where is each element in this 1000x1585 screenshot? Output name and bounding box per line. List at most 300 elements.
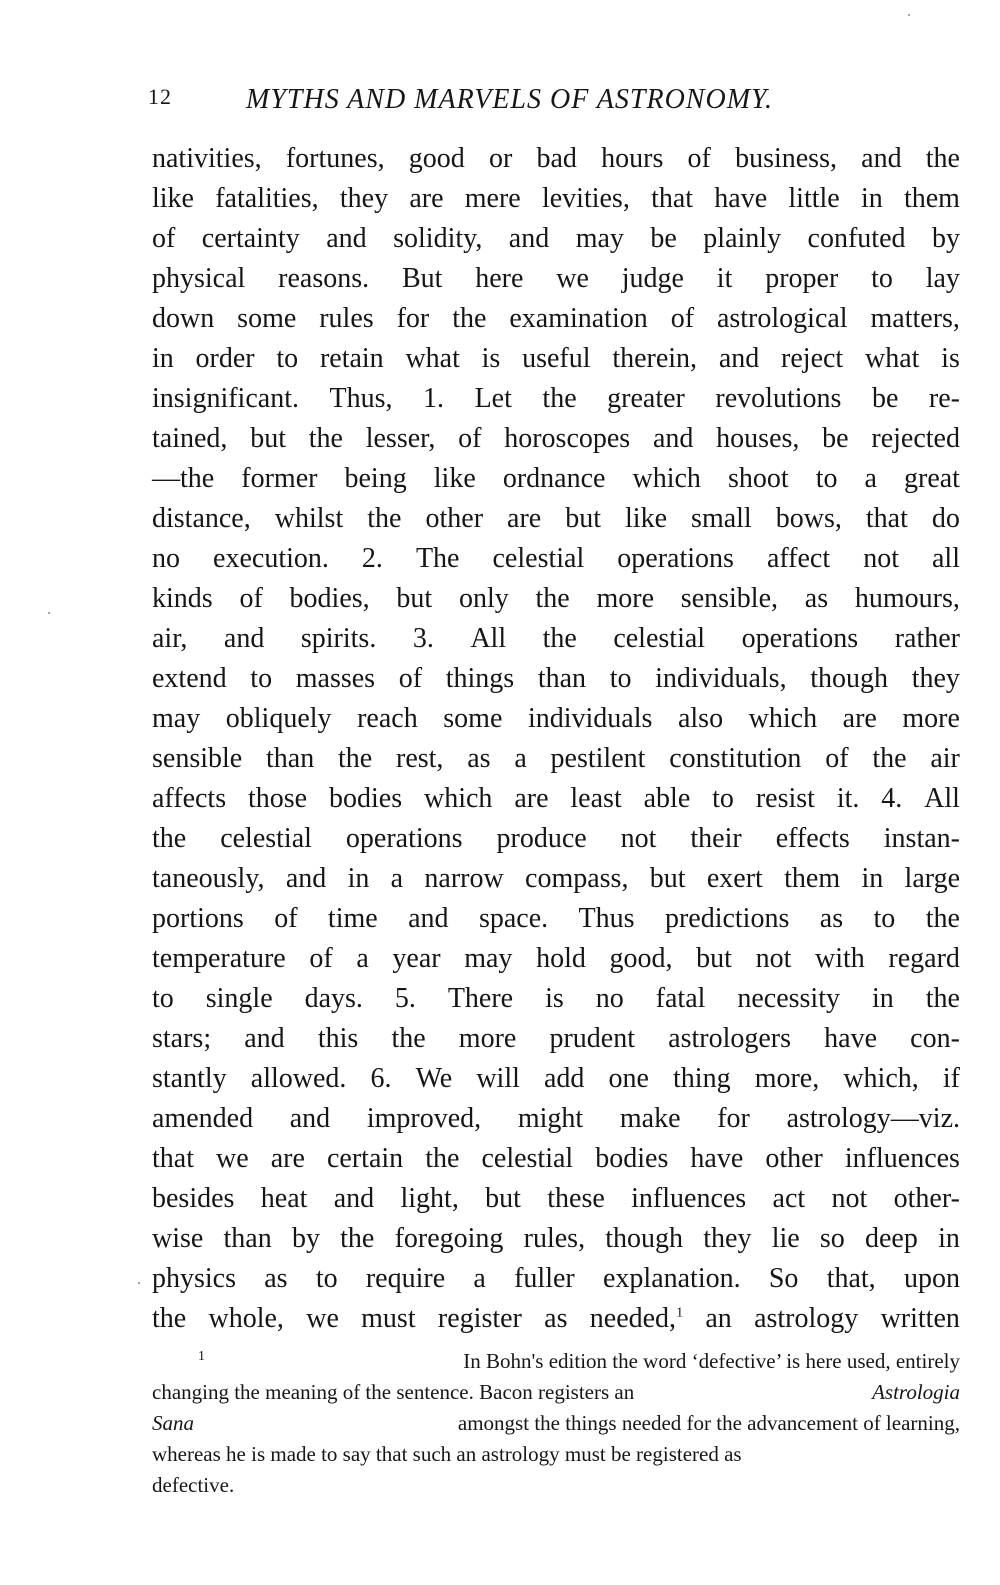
word: of xyxy=(825,743,849,774)
word: make xyxy=(619,1103,681,1134)
word: which xyxy=(632,463,701,494)
word: have xyxy=(690,1143,744,1174)
word: to xyxy=(609,663,632,694)
word: and xyxy=(289,1103,331,1134)
word: in xyxy=(938,1223,960,1254)
text-line xyxy=(152,939,960,979)
word: confuted xyxy=(807,223,906,254)
text-line xyxy=(152,1099,960,1139)
running-title: MYTHS AND MARVELS OF ASTRONOMY. xyxy=(246,84,774,115)
word: may xyxy=(152,703,201,734)
word: insignificant. xyxy=(152,383,299,414)
word: proper xyxy=(765,263,839,294)
word: tained, xyxy=(152,423,228,454)
word: but xyxy=(696,943,732,974)
word: taneously, xyxy=(152,863,265,894)
text-line xyxy=(152,859,960,899)
footnote-line xyxy=(152,1346,960,1377)
text-line xyxy=(152,219,960,259)
word: add xyxy=(543,1063,585,1094)
text-line xyxy=(152,1299,960,1339)
word: it. xyxy=(836,783,860,814)
word: shoot xyxy=(727,463,789,494)
word: certainty xyxy=(201,223,300,254)
word: is xyxy=(545,983,564,1014)
word: not xyxy=(863,543,899,574)
word: them xyxy=(903,183,960,214)
text-line xyxy=(152,299,960,339)
text-line xyxy=(152,579,960,619)
word: operations xyxy=(345,823,463,854)
text-line xyxy=(152,659,960,699)
word: improved, xyxy=(366,1103,482,1134)
word: distance, xyxy=(152,503,251,534)
word: compass, xyxy=(525,863,629,894)
word: little xyxy=(788,183,840,214)
word: space. xyxy=(478,903,549,934)
word: that xyxy=(152,1143,194,1174)
word: as xyxy=(467,743,491,774)
word: certain xyxy=(326,1143,404,1174)
word: as xyxy=(819,903,844,934)
word: bad xyxy=(536,143,577,174)
word: order xyxy=(195,343,255,374)
word: bows, xyxy=(775,503,842,534)
word: the xyxy=(425,1143,460,1174)
word: might xyxy=(517,1103,584,1134)
word: more, xyxy=(754,1063,820,1094)
word: instan- xyxy=(883,823,960,854)
footnote-line xyxy=(152,1377,960,1408)
word: levities, xyxy=(541,183,630,214)
word: in xyxy=(347,863,370,894)
word: a xyxy=(864,463,877,494)
word: masses xyxy=(295,663,376,694)
word: of xyxy=(687,143,711,174)
word: the xyxy=(872,743,907,774)
word: business, xyxy=(735,143,837,174)
word: written xyxy=(880,1303,960,1334)
word: Let xyxy=(474,383,512,414)
word: former xyxy=(241,463,318,494)
word: We xyxy=(415,1063,453,1094)
word: those xyxy=(248,783,308,814)
word: more xyxy=(458,1023,517,1054)
word: other xyxy=(425,503,484,534)
word: bodies xyxy=(329,783,403,814)
word: year xyxy=(392,943,441,974)
word: individuals, xyxy=(655,663,787,694)
text-line xyxy=(152,339,960,379)
word: by xyxy=(291,1223,320,1254)
word: days. xyxy=(304,983,363,1014)
word: to xyxy=(871,263,893,294)
word: hours xyxy=(601,143,664,174)
word: least xyxy=(570,783,622,814)
word: stars; xyxy=(152,1023,212,1054)
word: astrology xyxy=(754,1303,859,1334)
word: than xyxy=(266,743,315,774)
running-head xyxy=(148,84,868,124)
word: to xyxy=(815,463,838,494)
word: may xyxy=(464,943,513,974)
word: of xyxy=(398,663,423,694)
word: we xyxy=(556,263,589,294)
word: which xyxy=(424,783,493,814)
word: great xyxy=(904,463,960,494)
word: heat xyxy=(260,1183,308,1214)
word: than xyxy=(223,1223,272,1254)
word: large xyxy=(904,863,960,894)
word: and xyxy=(326,223,367,254)
word: what xyxy=(405,343,460,374)
word: this xyxy=(317,1023,359,1054)
word: the xyxy=(367,503,402,534)
text-line xyxy=(152,899,960,939)
word: The xyxy=(415,543,460,574)
word: operations xyxy=(741,623,859,654)
footnote-text: whereas he is made to say that such an astrology must be registered as xyxy=(152,1442,742,1466)
word: sensible, xyxy=(680,583,779,614)
word: predictions xyxy=(664,903,790,934)
word: and xyxy=(652,423,694,454)
word: to xyxy=(276,343,299,374)
word: are xyxy=(842,703,877,734)
scan-speck xyxy=(138,1282,140,1284)
word: resist xyxy=(755,783,815,814)
word: reject xyxy=(781,343,844,374)
word: of xyxy=(458,423,482,454)
word: one xyxy=(608,1063,649,1094)
word: as xyxy=(804,583,829,614)
word: that xyxy=(651,183,694,214)
word: but xyxy=(485,1183,521,1214)
footnote-line xyxy=(152,1408,960,1439)
word: is xyxy=(941,343,960,374)
word: in xyxy=(860,183,883,214)
footnote-marker: 1 xyxy=(198,1349,205,1364)
word: prudent xyxy=(549,1023,635,1054)
word: and xyxy=(861,143,902,174)
word: to xyxy=(315,1263,338,1294)
word: than xyxy=(537,663,587,694)
word: celestial xyxy=(492,543,585,574)
word: bodies, xyxy=(289,583,370,614)
word: examination xyxy=(509,303,648,334)
word: an xyxy=(705,1303,732,1334)
word: All xyxy=(470,623,507,654)
scan-speck xyxy=(48,612,50,614)
text-line xyxy=(152,1219,960,1259)
word: necessity xyxy=(737,983,840,1014)
word: exert xyxy=(706,863,763,894)
word: rather xyxy=(894,623,960,654)
word: good xyxy=(408,143,465,174)
word: light, xyxy=(400,1183,459,1214)
word: retain xyxy=(319,343,384,374)
word: astrology—viz. xyxy=(786,1103,960,1134)
footnote-reference: 1 xyxy=(676,1305,684,1321)
word: but xyxy=(396,583,433,614)
word: are xyxy=(270,1143,305,1174)
word: in xyxy=(152,343,174,374)
word: no xyxy=(152,543,180,574)
word: not xyxy=(620,823,657,854)
word: air, xyxy=(152,623,188,654)
word: deep xyxy=(865,1223,918,1254)
word: some xyxy=(237,303,297,334)
word: lay xyxy=(925,263,960,294)
word: here xyxy=(475,263,524,294)
word: There xyxy=(447,983,514,1014)
word: rules, xyxy=(523,1223,586,1254)
word: solidity, xyxy=(393,223,483,254)
text-line xyxy=(152,1059,960,1099)
word: other- xyxy=(893,1183,960,1214)
word: lesser, xyxy=(365,423,436,454)
word: a xyxy=(390,863,404,894)
word: are xyxy=(507,503,542,534)
word: more xyxy=(902,703,960,734)
text-line xyxy=(152,419,960,459)
word: All xyxy=(924,783,960,814)
word: down xyxy=(152,303,215,334)
word: also xyxy=(677,703,724,734)
word: may xyxy=(575,223,624,254)
footnote-italic-text: Sana xyxy=(152,1411,194,1435)
word: to xyxy=(873,903,896,934)
word: with xyxy=(814,943,865,974)
word: as xyxy=(264,1263,288,1294)
word: operations xyxy=(617,543,734,574)
word: effects xyxy=(775,823,850,854)
word: single xyxy=(205,983,273,1014)
text-line xyxy=(152,1179,960,1219)
word: of xyxy=(309,943,333,974)
word: we xyxy=(216,1143,249,1174)
word: reach xyxy=(357,703,418,734)
word: obliquely xyxy=(225,703,332,734)
text-line xyxy=(152,979,960,1019)
text-line xyxy=(152,259,960,299)
word: of xyxy=(274,903,298,934)
word: it xyxy=(716,263,733,294)
word: lie xyxy=(771,1223,800,1254)
word: judge xyxy=(621,263,684,294)
word: —the xyxy=(152,463,215,494)
word: more xyxy=(596,583,655,614)
word: is xyxy=(481,343,501,374)
text-line xyxy=(152,379,960,419)
text-line xyxy=(152,779,960,819)
word: execution. xyxy=(213,543,329,574)
word: them xyxy=(784,863,841,894)
word: produce xyxy=(496,823,587,854)
word: celestial xyxy=(481,1143,574,1174)
word: or xyxy=(488,143,513,174)
word: allowed. xyxy=(250,1063,347,1094)
word: individuals xyxy=(527,703,653,734)
word: time xyxy=(327,903,378,934)
word: influences xyxy=(631,1183,747,1214)
word: the xyxy=(338,743,373,774)
word: though xyxy=(810,663,889,694)
word: fatal xyxy=(655,983,706,1014)
word: of xyxy=(239,583,263,614)
word: whole, xyxy=(208,1303,284,1334)
text-line xyxy=(152,459,960,499)
word: re- xyxy=(928,383,960,414)
text-line xyxy=(152,179,960,219)
word: mere xyxy=(464,183,521,214)
word: which xyxy=(748,703,818,734)
word: these xyxy=(547,1183,605,1214)
word: the xyxy=(535,583,570,614)
word: kinds xyxy=(152,583,213,614)
word: register xyxy=(437,1303,522,1334)
text-line xyxy=(152,539,960,579)
word: and xyxy=(244,1023,285,1054)
word: greater xyxy=(607,383,685,414)
word: small xyxy=(691,503,752,534)
word: the xyxy=(152,1303,187,1334)
word: needed,$^1$ xyxy=(589,1303,684,1334)
word: by xyxy=(931,223,960,254)
text-line xyxy=(152,499,960,539)
body-text xyxy=(152,139,960,1339)
word: Thus xyxy=(578,903,635,934)
word: are xyxy=(409,183,444,214)
word: other xyxy=(765,1143,823,1174)
word: revolutions xyxy=(715,383,842,414)
word: their xyxy=(690,823,742,854)
text-line xyxy=(152,819,960,859)
word: all xyxy=(932,543,960,574)
word: rules xyxy=(319,303,374,334)
word: the xyxy=(308,423,343,454)
text-line xyxy=(152,139,960,179)
word: 2. xyxy=(361,543,383,574)
word: amended xyxy=(152,1103,254,1134)
word: and xyxy=(285,863,327,894)
word: require xyxy=(365,1263,446,1294)
text-line xyxy=(152,699,960,739)
word: bodies xyxy=(595,1143,669,1174)
word: ordnance xyxy=(502,463,606,494)
word: 5. xyxy=(394,983,416,1014)
word: like xyxy=(433,463,476,494)
word: the xyxy=(340,1223,375,1254)
word: they xyxy=(339,183,389,214)
word: influences xyxy=(844,1143,960,1174)
page-number: 12 xyxy=(148,84,172,109)
word: extend xyxy=(152,663,227,694)
word: narrow xyxy=(424,863,504,894)
word: whilst xyxy=(274,503,344,534)
word: the xyxy=(925,903,960,934)
word: to xyxy=(712,783,734,814)
word: physics xyxy=(152,1263,236,1294)
word: and xyxy=(333,1183,375,1214)
word: houses, xyxy=(716,423,800,454)
word: 1. xyxy=(423,383,445,414)
word: affect xyxy=(766,543,831,574)
word: foregoing xyxy=(394,1223,504,1254)
word: constitution xyxy=(669,743,802,774)
footnote-text: defective. xyxy=(152,1473,235,1497)
word: like xyxy=(152,183,194,214)
word: 3. xyxy=(412,623,434,654)
word: good, xyxy=(609,943,673,974)
word: the xyxy=(542,623,577,654)
word: in xyxy=(871,983,894,1014)
word: like xyxy=(625,503,668,534)
word: to xyxy=(250,663,273,694)
word: air xyxy=(930,743,960,774)
word: celestial xyxy=(613,623,706,654)
word: the xyxy=(925,983,960,1014)
word: fuller xyxy=(514,1263,575,1294)
footnote-text: In Bohn's edition the word ‘defective’ is here used, entirely xyxy=(463,1349,960,1373)
word: able xyxy=(643,783,691,814)
word: portions xyxy=(152,903,244,934)
word: as xyxy=(544,1303,568,1334)
word: affects xyxy=(152,783,227,814)
word: a xyxy=(514,743,527,774)
word: thing xyxy=(673,1063,731,1094)
word: act xyxy=(772,1183,806,1214)
word: in xyxy=(861,863,884,894)
word: the xyxy=(152,823,187,854)
word: con- xyxy=(910,1023,960,1054)
word: explanation. xyxy=(602,1263,741,1294)
word: horoscopes xyxy=(504,423,631,454)
footnote-line xyxy=(152,1439,960,1470)
footnote-text: changing the meaning of the sentence. Bacon registers an xyxy=(152,1380,635,1404)
text-line xyxy=(152,739,960,779)
word: regard xyxy=(888,943,960,974)
word: temperature xyxy=(152,943,286,974)
word: a xyxy=(473,1263,486,1294)
word: the xyxy=(391,1023,426,1054)
word: for xyxy=(717,1103,750,1134)
word: and xyxy=(408,903,449,934)
word: that xyxy=(865,503,908,534)
word: fatalities, xyxy=(215,183,319,214)
word: are xyxy=(514,783,549,814)
word: physical xyxy=(152,263,246,294)
word: nativities, xyxy=(152,143,262,174)
word: the xyxy=(542,383,577,414)
word: Thus, xyxy=(329,383,393,414)
footnote-line xyxy=(152,1470,960,1501)
footnote-italic-text: Astrologia xyxy=(872,1380,960,1404)
word: what xyxy=(864,343,920,374)
word: useful xyxy=(522,343,591,374)
word: spirits. xyxy=(300,623,377,654)
word: have xyxy=(824,1023,877,1054)
word: for xyxy=(396,303,430,334)
footnote-text: amongst the things needed for the advancement of learning, xyxy=(457,1411,960,1435)
text-line xyxy=(152,1019,960,1059)
word: will xyxy=(476,1063,520,1094)
text-line xyxy=(152,1259,960,1299)
word: humours, xyxy=(854,583,960,614)
word: and xyxy=(718,343,760,374)
word: upon xyxy=(903,1263,960,1294)
word: matters, xyxy=(870,303,960,334)
word: reasons. xyxy=(278,263,370,294)
